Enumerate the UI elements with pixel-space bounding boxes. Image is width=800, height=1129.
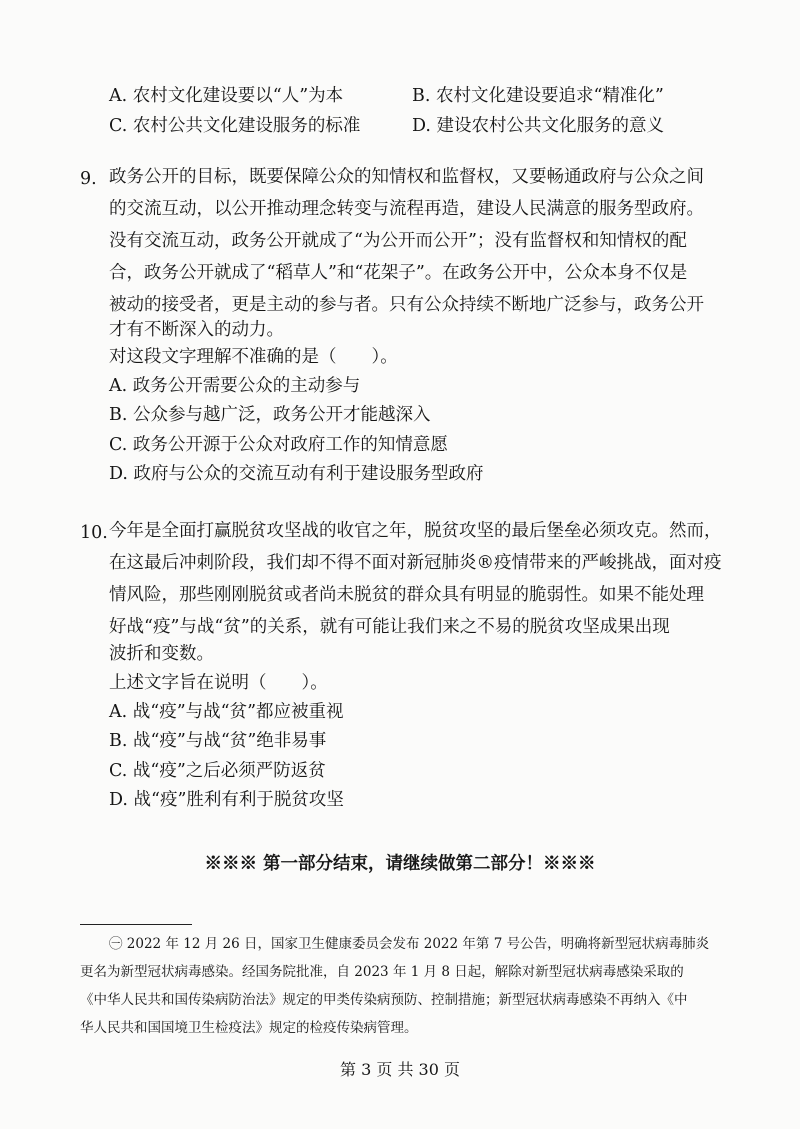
top-option-d: D. 建设农村公共文化服务的意义: [412, 116, 665, 136]
question-9-passage-line: 政务公开的目标，既要保障公众的知情权和监督权，又要畅通政府与公众之间: [109, 167, 704, 187]
footnote-line: 更名为新型冠状病毒感染。经国务院批准，自 2023 年 1 月 8 日起，解除对新型冠状病毒感染采取的: [80, 964, 684, 980]
question-9-passage-line: 才有不断深入的动力。: [109, 320, 284, 340]
question-10-passage-line: 情风险，那些刚刚脱贫或者尚未脱贫的群众具有明显的脆弱性。如果不能处理: [109, 585, 704, 605]
top-option-b: B. 农村文化建设要追求“精准化”: [412, 86, 664, 106]
question-9-option-a: A. 政务公开需要公众的主动参与: [109, 376, 361, 396]
question-10-option-d: D. 战“疫”胜利有利于脱贫攻坚: [109, 790, 344, 810]
top-option-a: A. 农村文化建设要以“人”为本: [109, 86, 344, 106]
page-footer: 第 3 页 共 30 页: [340, 1060, 460, 1079]
question-10-option-a: A. 战“疫”与战“贫”都应被重视: [109, 702, 344, 722]
question-10-passage-line: 好战“疫”与战“贫”的关系，就有可能让我们来之不易的脱贫攻坚成果出现: [109, 617, 670, 637]
question-9-number: 9.: [80, 169, 97, 189]
question-10-passage-line: 今年是全面打赢脱贫攻坚战的收官之年，脱贫攻坚的最后堡垒必须攻克。然而，: [109, 521, 722, 541]
question-10-option-b: B. 战“疫”与战“贫”绝非易事: [109, 731, 327, 751]
question-10-number: 10.: [80, 523, 108, 543]
question-10-prompt: 上述文字旨在说明（ ）。: [109, 673, 328, 693]
footnote-divider: [80, 924, 192, 925]
question-10-option-c: C. 战“疫”之后必须严防返贫: [109, 761, 326, 781]
question-10-passage-line: 波折和变数。: [109, 644, 214, 664]
top-option-c: C. 农村公共文化建设服务的标准: [109, 116, 361, 136]
footnote-line: ㊀ 2022 年 12 月 26 日，国家卫生健康委员会发布 2022 年第 7 号公告，明确将新型冠状病毒肺炎: [109, 936, 710, 952]
footnote-line: 《中华人民共和国传染病防治法》规定的甲类传染病预防、控制措施；新型冠状病毒感染不再纳入《中: [80, 992, 688, 1008]
footnote-line: 华人民共和国国境卫生检疫法》规定的检疫传染病管理。: [80, 1020, 418, 1036]
question-10-passage-line: 在这最后冲刺阶段，我们却不得不面对新冠肺炎®疫情带来的严峻挑战，面对疫: [109, 553, 722, 573]
question-9-passage-line: 没有交流互动，政务公开就成了“为公开而公开”；没有监督权和知情权的配: [109, 231, 687, 251]
question-9-option-c: C. 政务公开源于公众对政府工作的知情意愿: [109, 435, 448, 455]
question-9-passage-line: 合，政务公开就成了“稻草人”和“花架子”。在政务公开中，公众本身不仅是: [109, 263, 688, 283]
question-9-passage-line: 被动的接受者，更是主动的参与者。只有公众持续不断地广泛参与，政务公开: [109, 295, 704, 315]
question-9-passage-line: 的交流互动，以公开推动理念转变与流程再造，建设人民满意的服务型政府。: [109, 199, 704, 219]
question-9-prompt: 对这段文字理解不准确的是（ ）。: [109, 347, 398, 367]
question-9-option-b: B. 公众参与越广泛，政务公开才能越深入: [109, 405, 431, 425]
section-end-banner: ※※※ 第一部分结束，请继续做第二部分！※※※: [204, 854, 596, 874]
question-9-option-d: D. 政府与公众的交流互动有利于建设服务型政府: [109, 464, 484, 484]
